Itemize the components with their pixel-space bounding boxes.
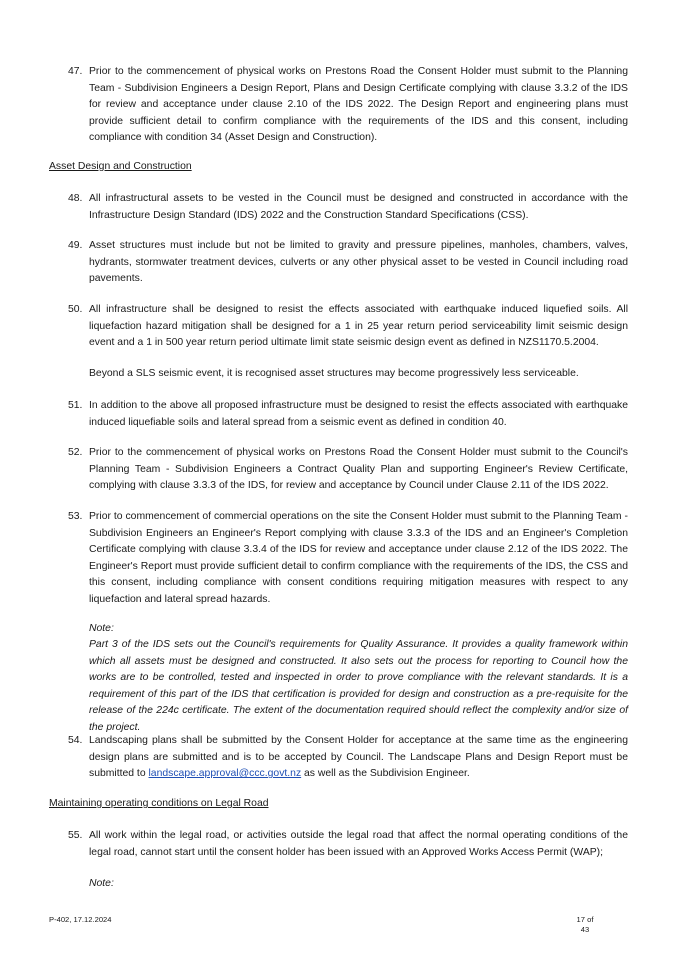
page-total-line: 43 bbox=[580, 925, 590, 934]
condition-50 bbox=[68, 302, 628, 352]
condition-50-paragraph: Beyond a SLS seismic event, it is recognised asset structures may become progressively less serviceable. bbox=[89, 368, 579, 379]
condition-text: In addition to the above all proposed infrastructure must be designed to resist the effects associated with earthquake induced liquefiable soils and lateral spread from a seismic event as defined in condition 40. bbox=[89, 400, 628, 428]
condition-number: 54. bbox=[68, 735, 83, 746]
condition-number: 48. bbox=[68, 193, 83, 204]
condition-number: 52. bbox=[68, 447, 83, 458]
condition-53 bbox=[68, 509, 628, 609]
condition-53-note: Part 3 of the IDS sets out the Council's requirements for Quality Assurance. It provides a quality framework within which all assets must be designed and constructed. It also sets out the process for reporting to Council how the works are to be controlled, tested and inspected in order to prove compliance with the relevant standards. It is a requirement of this part of the IDS that certification is provided for design and construction as a pre-requisite for the release of the 224c certificate. The extent of the documentation required should reflect the complexity and/or size of the project. bbox=[89, 639, 628, 733]
condition-text: Prior to the commencement of physical works on Prestons Road the Consent Holder must submit to the Planning Team - Subdivision Engineers a Design Report, Plans and Design Certificate complying with clause 3.3.2 of the IDS for review and acceptance under clause 2.10 of the IDS 2022. The Design Report and engineering plans must provide sufficient detail to confirm compliance with the requirements of the IDS and this consent, including compliance with condition 34 (Asset Design and Construction). bbox=[89, 66, 628, 144]
condition-49 bbox=[68, 238, 628, 288]
condition-text: All work within the legal road, or activities outside the legal road that affect the normal operating conditions of the legal road, cannot start until the consent holder has been issued with an Approved Works Access Permit (WAP); bbox=[89, 830, 628, 858]
condition-51 bbox=[68, 398, 628, 431]
condition-number: 50. bbox=[68, 304, 83, 315]
condition-48 bbox=[68, 191, 628, 224]
condition-text: Prior to the commencement of physical works on Prestons Road the Consent Holder must submit to the Council's Planning Team - Subdivision Engineers a Contract Quality Plan and supporting Engineer's Review Certificate, complying with clause 3.3.3 of the IDS, for review and acceptance by Council under Clause 2.11 of the IDS 2022. bbox=[89, 447, 628, 492]
condition-number: 51. bbox=[68, 400, 83, 411]
condition-47 bbox=[68, 64, 628, 147]
condition-number: 49. bbox=[68, 240, 83, 251]
condition-text: Prior to commencement of commercial operations on the site the Consent Holder must submit to the Planning Team - Subdivision Engineers an Engineer's Report complying with clause 3.3.3 of the IDS and an Engineer's Completion Certificate complying with clause 3.3.4 of the IDS for review and acceptance under clause 2.12 of the IDS 2022. The Engineer's Report must provide sufficient detail to confirm compliance with the requirements of the IDS, the CSS and this consent, including compliance with consent conditions requiring mitigation measures with respect to any liquefaction and lateral spread hazards. bbox=[89, 511, 628, 605]
condition-54 bbox=[68, 733, 628, 783]
condition-text: All infrastructural assets to be vested in the Council must be designed and constructed in accordance with the Infrastructure Design Standard (IDS) 2022 and the Construction Standard Specifications (CSS). bbox=[89, 193, 628, 221]
condition-number: 55. bbox=[68, 830, 83, 841]
landscape-email-link[interactable]: landscape.approval@ccc.govt.nz bbox=[148, 768, 302, 780]
condition-52 bbox=[68, 445, 628, 495]
condition-text: All infrastructure shall be designed to resist the effects associated with earthquake induced liquefied soils. All liquefaction hazard mitigation shall be designed for a 1 in 25 year return period serviceability limit seismic design event and a 1 in 500 year return period ultimate limit state seismic design event as defined in NZS1170.5.2004. bbox=[89, 304, 628, 349]
page-number-line: 17 of bbox=[576, 915, 594, 924]
condition-55 bbox=[68, 828, 628, 861]
section-heading-asset-design: Asset Design and Construction bbox=[49, 161, 192, 172]
condition-text-part: Landscaping plans shall be submitted by the Consent Holder for acceptance at the same time as the engineering design plans are submitted and is to be accepted by Council. The Landscape Plans and Design Report must be submitted to bbox=[89, 735, 628, 780]
condition-number: 53. bbox=[68, 511, 83, 522]
condition-55-note-label: Note: bbox=[89, 878, 114, 889]
footer-doc-ref: P-402, 17.12.2024 bbox=[49, 915, 112, 924]
condition-text-part: as well as the Subdivision Engineer. bbox=[301, 768, 470, 780]
section-heading-legal-road: Maintaining operating conditions on Legal Road bbox=[49, 798, 269, 809]
condition-text: Asset structures must include but not be limited to gravity and pressure pipelines, manholes, chambers, valves, hydrants, stormwater treatment devices, culverts or any other physical asset to be vested in Council including road pavements. bbox=[89, 240, 628, 285]
condition-number: 47. bbox=[68, 66, 83, 77]
footer-page-number bbox=[560, 915, 610, 935]
condition-text bbox=[89, 733, 628, 783]
condition-53-note-label: Note: bbox=[89, 623, 114, 634]
